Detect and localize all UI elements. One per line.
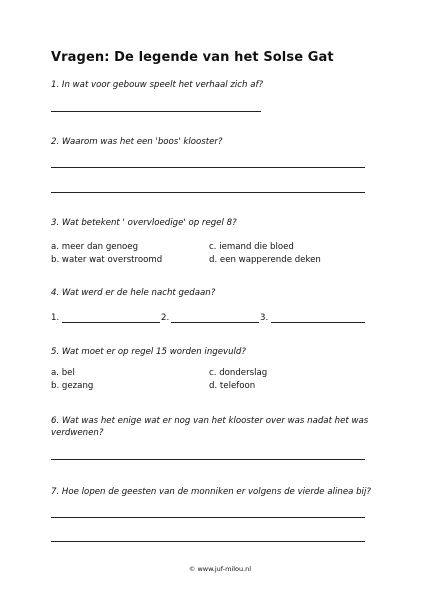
question-6-continued: verdwenen? [51, 428, 104, 438]
option-5d: d. telefoon [209, 381, 256, 391]
option-3b: b. water wat overstroomd [51, 255, 163, 265]
question-1: 1. In wat voor gebouw speelt het verhaal zich af? [51, 80, 264, 90]
answer-line-2a[interactable] [51, 167, 365, 168]
question-3: 3. Wat betekent ' overvloedige' op regel 8? [51, 218, 237, 228]
answer-number-3: 3. [260, 313, 269, 323]
answer-number-1: 1. [51, 313, 60, 323]
answer-line-2b[interactable] [51, 192, 365, 193]
answer-line-6[interactable] [51, 459, 365, 460]
answer-number-2: 2. [161, 313, 170, 323]
option-3d: d. een wapperende deken [209, 255, 321, 265]
option-5c: c. donderslag [209, 368, 268, 378]
page-title: Vragen: De legende van het Solse Gat [51, 50, 334, 65]
option-3c: c. iemand die bloed [209, 242, 294, 252]
answer-line-4-2[interactable] [171, 322, 259, 323]
option-5a: a. bel [51, 368, 75, 378]
question-2: 2. Waarom was het een 'boos' klooster? [51, 137, 223, 147]
answer-line-7a[interactable] [51, 517, 365, 518]
question-5: 5. Wat moet er op regel 15 worden ingevuld? [51, 347, 246, 357]
answer-line-4-1[interactable] [62, 322, 160, 323]
question-4: 4. Wat werd er de hele nacht gedaan? [51, 288, 216, 298]
question-6: 6. Wat was het enige wat er nog van het klooster over was nadat het was [51, 416, 369, 426]
question-7: 7. Hoe lopen de geesten van de monniken er volgens de vierde alinea bij? [51, 487, 371, 497]
copyright-footer: © www.juf-milou.nl [188, 565, 252, 573]
option-3a: a. meer dan genoeg [51, 242, 139, 252]
answer-line-4-3[interactable] [271, 322, 365, 323]
option-5b: b. gezang [51, 381, 94, 391]
answer-line-1[interactable] [51, 111, 261, 112]
answer-line-7b[interactable] [51, 541, 365, 542]
